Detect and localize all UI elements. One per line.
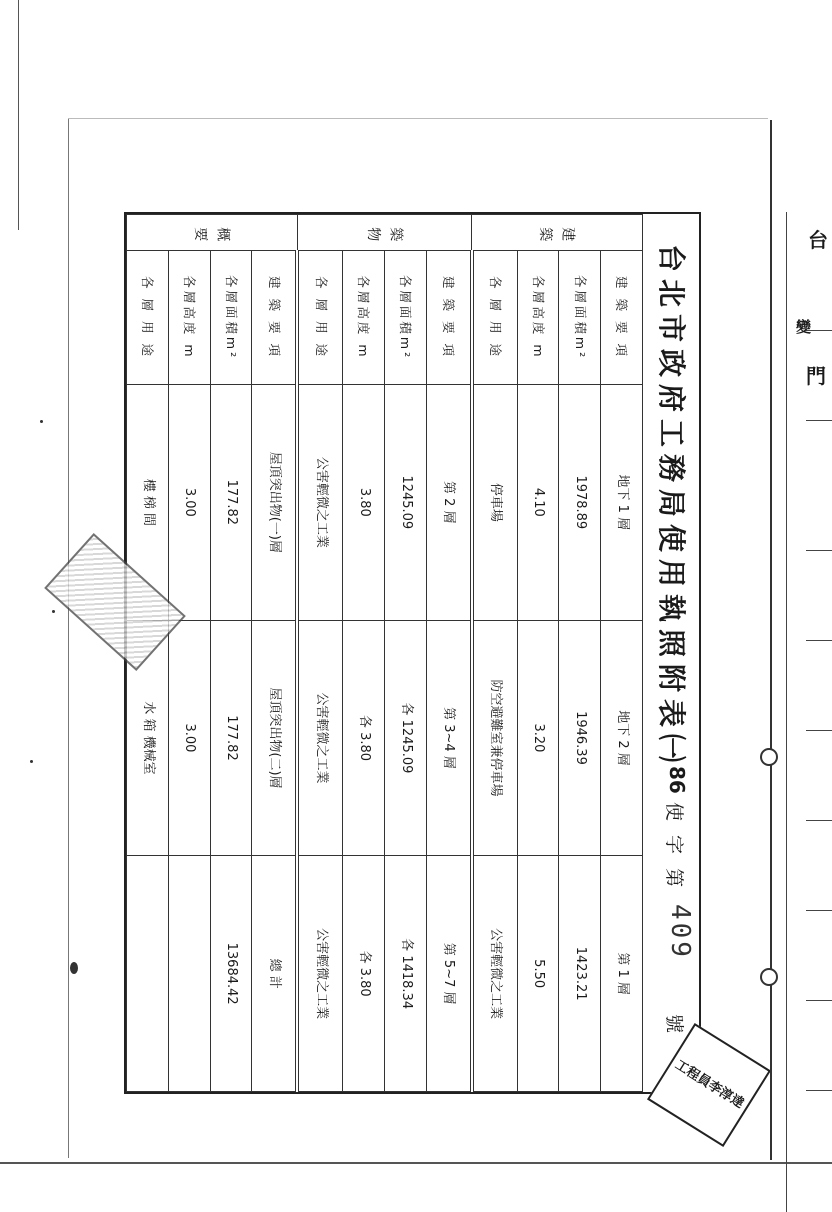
table-cell [127, 856, 169, 1092]
table-cell: 各 3.80 [343, 856, 385, 1092]
title-band [642, 214, 699, 1092]
table-row [426, 215, 471, 1092]
table-cell: 總 計 [252, 856, 297, 1092]
table-cell: 5.50 [517, 856, 559, 1092]
binder-hole [760, 968, 778, 986]
strip-rule [806, 640, 832, 641]
table-cell: 第 3~4 層 [426, 620, 471, 856]
table-cell: 地下 1 層 [601, 385, 643, 621]
table-row [252, 215, 297, 1092]
strip-rule [806, 910, 832, 911]
scan-dot [40, 420, 43, 423]
scan-artifact-bottom [0, 1162, 832, 1164]
approval-stamp: 工程員李淳達 [647, 1023, 771, 1147]
table-cell: 各 1418.34 [385, 856, 427, 1092]
table-row [517, 215, 559, 1092]
table-row [472, 215, 517, 1092]
table-cell: 公害輕微之工業 [297, 856, 342, 1092]
table-cell: 公害輕微之工業 [297, 385, 342, 621]
row-header: 各層高度 m [517, 251, 559, 385]
table-cell: 停車場 [472, 385, 517, 621]
license-number: 409 [665, 904, 695, 960]
strip-rule [806, 550, 832, 551]
table-cell: 第 1 層 [601, 856, 643, 1092]
table-cell: 3.00 [168, 620, 210, 856]
table-row [385, 215, 427, 1092]
table-cell: 第 2 層 [426, 385, 471, 621]
rotated-content [126, 214, 699, 1092]
table-cell: 屋頂突出物(二)層 [252, 620, 297, 856]
row-header: 各層高度 m [168, 251, 210, 385]
row-header: 建 築 要 項 [426, 251, 471, 385]
table-row [601, 215, 643, 1092]
row-header: 建 築 要 項 [601, 251, 643, 385]
table-cell: 公害輕微之工業 [297, 620, 342, 856]
table-cell: 1245.09 [385, 385, 427, 621]
license-type: 使 字 第 [663, 802, 685, 892]
scan-dot [70, 962, 78, 974]
table-row [559, 215, 601, 1092]
strip-rule [806, 820, 832, 821]
table-cell: 3.00 [168, 385, 210, 621]
side-char: 變 [796, 318, 812, 336]
table-cell: 各 1245.09 [385, 620, 427, 856]
row-header: 各層面積m² [210, 251, 252, 385]
scan-dot [52, 610, 55, 613]
table-cell: 4.10 [517, 385, 559, 621]
row-header: 各層面積m² [559, 251, 601, 385]
strip-rule [806, 730, 832, 731]
strip-rule [806, 420, 832, 421]
document-title: 台北市政府工務局使用執照附表㈠ [655, 244, 688, 770]
table-cell: 3.20 [517, 620, 559, 856]
row-header: 各 層 用 途 [127, 251, 169, 385]
license-suffix: 號 [663, 1014, 685, 1034]
table-cell: 3.80 [343, 385, 385, 621]
table-row [168, 215, 210, 1092]
section-label: 概 要 [127, 215, 298, 251]
section-label: 築 物 [297, 215, 471, 251]
table-row [343, 215, 385, 1092]
strip-rule [806, 1090, 832, 1091]
side-char: 台 [808, 228, 828, 252]
table-cell: 樓 梯 間 [127, 385, 169, 621]
table-cell: 1946.39 [559, 620, 601, 856]
adjacent-document-strip [770, 120, 832, 1160]
license-year: 86 [665, 766, 689, 794]
row-header: 建 築 要 項 [252, 251, 297, 385]
table-cell: 各 3.80 [343, 620, 385, 856]
table-cell [168, 856, 210, 1092]
page-edge-left [68, 118, 69, 1158]
row-header: 各層面積m² [385, 251, 427, 385]
strip-rule [806, 1000, 832, 1001]
table-cell: 公害輕微之工業 [472, 856, 517, 1092]
table-cell: 177.82 [210, 620, 252, 856]
table-cell: 地下 2 層 [601, 620, 643, 856]
table-cell: 第 5~7 層 [426, 856, 471, 1092]
page-edge-top [68, 118, 768, 119]
row-header: 各 層 用 途 [472, 251, 517, 385]
table-cell: 1978.89 [559, 385, 601, 621]
table-row [210, 215, 252, 1092]
table-cell: 1423.21 [559, 856, 601, 1092]
table-cell: 屋頂突出物(一)層 [252, 385, 297, 621]
scan-artifact-line [18, 0, 19, 230]
scan-dot [30, 760, 33, 763]
side-char: 門 [806, 364, 826, 388]
table-cell: 177.82 [210, 385, 252, 621]
section-label: 建 築 [472, 215, 643, 251]
row-header: 各層高度 m [343, 251, 385, 385]
table-cell: 13684.42 [210, 856, 252, 1092]
row-header: 各 層 用 途 [297, 251, 342, 385]
table-cell: 防空避難室兼停車場 [472, 620, 517, 856]
table-row [297, 215, 342, 1092]
building-data-table [126, 214, 643, 1092]
binder-hole [760, 748, 778, 766]
table-cell: 水 箱 機械室 [127, 620, 169, 856]
license-table-sheet [124, 212, 701, 1094]
